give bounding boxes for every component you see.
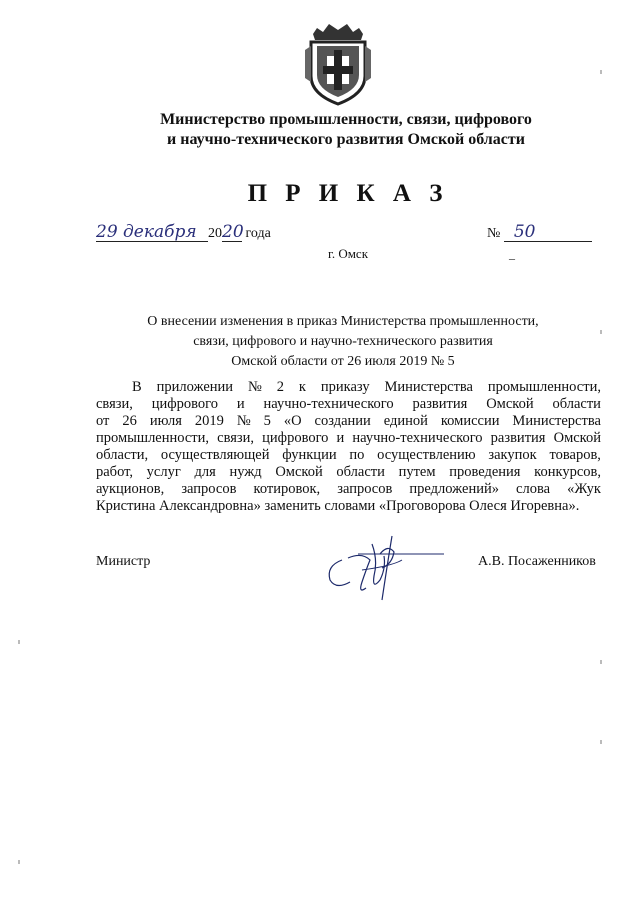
scan-speck [600, 330, 602, 334]
body-word: области [552, 396, 601, 412]
body-word: развития [412, 396, 468, 412]
order-body [96, 379, 601, 515]
body-word: для [194, 464, 216, 480]
body-word: создании [314, 413, 371, 429]
body-word: по [349, 447, 365, 463]
order-number-symbol: № [487, 226, 501, 241]
body-word: работ, [96, 464, 133, 480]
body-line [96, 447, 601, 464]
body-word: услуг [146, 464, 181, 480]
body-word: В [132, 379, 142, 395]
order-subject-line3: Омской области от 26 июля 2019 № 5 [231, 354, 455, 369]
body-word: научно-технического [263, 396, 394, 412]
body-word: Кристина Александровна» заменить словами «Проговорова Олеся Игоревна». [96, 498, 580, 514]
body-word: области, [96, 447, 149, 463]
ministry-name-line2: и научно-технического развития Омской области [167, 131, 525, 148]
body-word: осуществлению [377, 447, 476, 463]
body-word: путем [398, 464, 436, 480]
body-line [96, 379, 601, 396]
ministry-name [0, 110, 640, 150]
body-line [96, 481, 601, 498]
signer-role: Министр [96, 554, 151, 569]
order-date-word: года [245, 226, 271, 241]
body-word: Омской [553, 430, 601, 446]
body-word: функции [282, 447, 337, 463]
body-word: от [96, 413, 110, 429]
body-line [96, 396, 601, 413]
body-word: области [336, 464, 385, 480]
body-word: «Жук [567, 481, 601, 497]
body-word: приказу [320, 379, 370, 395]
body-word: 2 [276, 379, 284, 395]
body-line [96, 464, 601, 481]
body-line [96, 498, 601, 515]
coat-of-arms-icon [303, 20, 373, 106]
order-date-year-suffix: 20 [222, 222, 244, 242]
body-line [96, 413, 601, 430]
body-word: котировок, [253, 481, 321, 497]
body-word: промышленности, [487, 379, 601, 395]
body-word: Омской [486, 396, 534, 412]
body-word: комиссии [440, 413, 500, 429]
body-word: Омской [275, 464, 323, 480]
body-word: № [247, 379, 262, 395]
body-word: закупок [488, 447, 537, 463]
order-subject-line1: О внесении изменения в приказ Министерства промышленности, [147, 314, 539, 329]
body-word: № [236, 413, 251, 429]
body-word: предложений» [409, 481, 499, 497]
body-word: 26 [122, 413, 137, 429]
order-city: г. Омск [327, 246, 369, 261]
body-word: товаров, [549, 447, 601, 463]
body-word: научно-технического [352, 430, 483, 446]
signer-name: А.В. Посаженников [478, 554, 596, 569]
scan-speck [600, 660, 602, 664]
body-word: осуществляющей [160, 447, 270, 463]
scan-speck [18, 640, 20, 644]
body-word: проведения [449, 464, 521, 480]
body-word: и [236, 396, 245, 412]
body-word: запросов [337, 481, 393, 497]
body-word: к [298, 379, 306, 395]
body-word: «О [283, 413, 302, 429]
body-word: цифрового [151, 396, 218, 412]
order-number-value: 50 [504, 223, 592, 242]
body-word: нужд [229, 464, 262, 480]
order-subject [0, 312, 640, 372]
body-word: Министерства [384, 379, 473, 395]
scan-speck [18, 860, 20, 864]
body-word: запросов [181, 481, 237, 497]
body-word: июля [149, 413, 182, 429]
body-word: связи, [96, 396, 133, 412]
order-date-day-month: 29 декабря [96, 223, 208, 242]
number-underline-dash: _ [509, 247, 515, 261]
order-subject-line2: связи, цифрового и научно-технического развития [193, 334, 493, 349]
order-number [487, 223, 592, 242]
body-word: и [336, 430, 345, 446]
body-word: промышленности, [96, 430, 210, 446]
ministry-name-line1: Министерство промышленности, связи, цифрового [160, 111, 532, 128]
body-word: 2019 [194, 413, 224, 429]
order-date [96, 223, 271, 242]
body-word: единой [383, 413, 428, 429]
body-line [96, 430, 601, 447]
body-word: конкурсов, [534, 464, 601, 480]
body-word: связи, [217, 430, 255, 446]
order-date-year-prefix: 20 [208, 226, 222, 241]
body-word: цифрового [262, 430, 329, 446]
body-word: приложении [156, 379, 234, 395]
body-word: аукционов, [96, 481, 165, 497]
scan-speck [600, 70, 602, 74]
body-word: Министерства [512, 413, 601, 429]
body-word: 5 [263, 413, 271, 429]
scan-speck [600, 740, 602, 744]
body-word: развития [490, 430, 546, 446]
handwritten-signature [322, 530, 446, 602]
body-word: слова [516, 481, 551, 497]
document-title: П Р И К А З [247, 180, 449, 207]
